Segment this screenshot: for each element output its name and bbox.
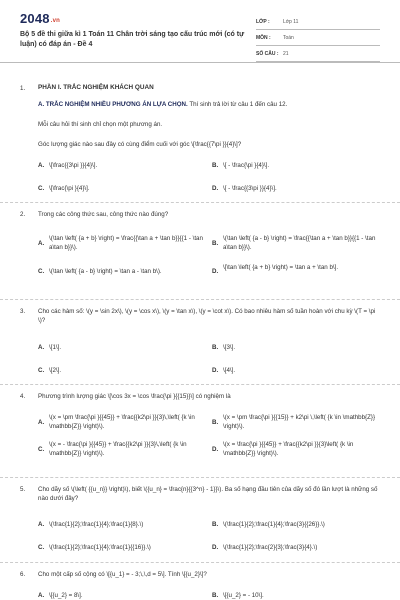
option-letter: C. <box>38 544 45 551</box>
option-text: \[\frac{\pi }{4}\]. <box>49 185 90 192</box>
meta-row-class <box>256 14 380 30</box>
option-letter: B. <box>212 162 219 169</box>
option-text: \(\frac{1}{2};\frac{1}{4};\frac{1}{8}.\) <box>49 521 144 528</box>
option-letter: A. <box>38 240 45 247</box>
option-letter: B. <box>212 521 219 528</box>
divider <box>0 202 400 203</box>
option-text: \[2\]. <box>49 367 62 374</box>
site-logo[interactable] <box>20 11 60 26</box>
question-number: 3. <box>20 308 26 315</box>
option-text: \(\frac{1}{2};\frac{1}{4};\frac{3}{{26}}.\) <box>223 521 325 528</box>
option-letter: C. <box>38 367 45 374</box>
option-text: \[ - \frac{\pi }{4}\]. <box>223 162 270 169</box>
instruction-text: Mỗi câu hỏi thí sinh chỉ chọn một phương án. <box>38 121 163 128</box>
question-text: Trong các công thức sau, công thức nào đúng? <box>38 211 169 218</box>
meta-key: LỚP : <box>256 18 270 25</box>
subhead-rest: Thí sinh trả lời từ câu 1 đến câu 12. <box>187 101 288 108</box>
option-text: \[{u_2} = 8\]. <box>49 592 83 599</box>
option-letter: D. <box>212 544 219 551</box>
option-letter: D. <box>212 446 219 453</box>
meta-row-count <box>256 46 380 62</box>
option-letter: A. <box>38 521 45 528</box>
divider <box>0 477 400 478</box>
option-text: \(\frac{1}{2};\frac{2}{3};\frac{3}{4}.\) <box>223 544 318 551</box>
option-text: \(\frac{1}{2};\frac{1}{4};\frac{1}{{16}}.\) <box>49 544 151 551</box>
option-letter: D. <box>212 268 219 275</box>
option-text: \[\tan \left( {a + b} \right) = \tan a + \tan b\]. <box>223 264 339 271</box>
option-letter: A. <box>38 419 45 426</box>
option-text: \[1\]. <box>49 344 62 351</box>
option-letter: A. <box>38 344 45 351</box>
subhead-bold: A. TRẮC NGHIỆM NHIỀU PHƯƠNG ÁN LỰA CHỌN. <box>38 101 188 108</box>
option-text: \(\tan \left( {a - b} \right) = \tan a - \tan b\). <box>49 268 162 275</box>
question-number: 6. <box>20 571 26 578</box>
option-letter: B. <box>212 344 219 351</box>
section-title: PHẦN I. TRẮC NGHIỆM KHÁCH QUAN <box>38 84 154 91</box>
meta-value: 21 <box>283 50 289 57</box>
option-text: \(x = - \frac{\pi }{{45}} + \frac{{k2\pi }}{3}\,\left( {k \in \mathbb{Z}} \right)\). <box>49 441 187 457</box>
option-text: \[ - \frac{{3\pi }}{4}\]. <box>223 185 277 192</box>
meta-value: Toán <box>283 34 294 41</box>
option-letter: D. <box>212 367 219 374</box>
option-text: \[\frac{{3\pi }}{4}\]. <box>49 162 98 169</box>
meta-value: Lớp 11 <box>283 18 299 25</box>
question-number: 2. <box>20 211 26 218</box>
meta-key: MÔN : <box>256 34 271 41</box>
meta-row-subject <box>256 30 380 46</box>
option-text: \(\tan \left( {a + b} \right) = \frac{{\tan a + \tan b}}{{1 - \tan a\tan b}}\). <box>49 235 203 251</box>
document-meta <box>256 14 380 62</box>
option-letter: B. <box>212 592 219 599</box>
question-number: 1. <box>20 85 26 92</box>
option-text: \(x = \frac{\pi }{{45}} + \frac{{k2\pi }}{3}\left( {k \in \mathbb{Z}} \right)\). <box>223 441 354 457</box>
question-text: Cho một cấp số cộng có \[{u_1} = - 3;\,\,d = 5\]. Tính \[{u_2}\]? <box>38 571 207 578</box>
section-subhead <box>38 101 378 108</box>
option-letter: B. <box>212 419 219 426</box>
option-letter: C. <box>38 268 45 275</box>
divider <box>0 562 400 563</box>
meta-key: SỐ CÂU : <box>256 50 279 57</box>
option-text: \[{u_2} = - 10\]. <box>223 592 264 599</box>
option-text: \[4\]. <box>223 367 236 374</box>
question-text: Phương trình lượng giác \[\cos 3x = \cos \frac{\pi }{{15}}\] có nghiệm là <box>38 393 231 400</box>
question-text: Góc lượng giác nào sau đây có cùng điểm cuối với góc \[\frac{{7\pi }}{4}\]? <box>38 141 242 148</box>
option-letter: D. <box>212 185 219 192</box>
document-header <box>0 0 400 63</box>
option-text: \(\tan \left( {a - b} \right) = \frac{{\tan a + \tan b}}{{1 - \tan a\tan b}}\). <box>223 235 376 251</box>
option-letter: C. <box>38 185 45 192</box>
option-text: \(x = \pm \frac{\pi }{{45}} + \frac{{k2\pi }}{3}\,\left( {k \in \mathbb{Z}} \right)\). <box>49 414 195 430</box>
option-letter: A. <box>38 592 45 599</box>
option-letter: A. <box>38 162 45 169</box>
question-text: Cho các hàm số: \(y = \sin 2x\), \(y = \cos x\), \(y = \tan x\), \(y = \cot x\). Có bao nhiêu hàm số tuần hoàn với chu kỳ \(T = \pi \)? <box>38 308 376 324</box>
divider <box>0 384 400 385</box>
logo-suffix: .vn <box>50 18 61 24</box>
option-letter: C. <box>38 446 45 453</box>
logo-main: 2048 <box>20 11 50 26</box>
divider <box>0 299 400 300</box>
question-number: 5. <box>20 486 26 493</box>
question-text: Cho dãy số \(\left( {{u_n}} \right)\), biết \({u_n} = \frac{n}{{3^n} - 1}}\). Ba số hạng đầu tiên của dãy số đó lần lượt là những số nào dưới đây? <box>38 486 378 502</box>
question-number: 4. <box>20 393 26 400</box>
option-letter: B. <box>212 240 219 247</box>
document-title: Bộ 5 đề thi giữa kì 1 Toán 11 Chân trời sáng tạo cấu trúc mới (có tự luận) có đáp án - Đề 4 <box>20 31 245 48</box>
option-text: \[3\]. <box>223 344 236 351</box>
option-text: \(x = \pm \frac{\pi }{{15}} + k2\pi \,\left( {k \in \mathbb{Z}} \right)\). <box>223 414 376 430</box>
